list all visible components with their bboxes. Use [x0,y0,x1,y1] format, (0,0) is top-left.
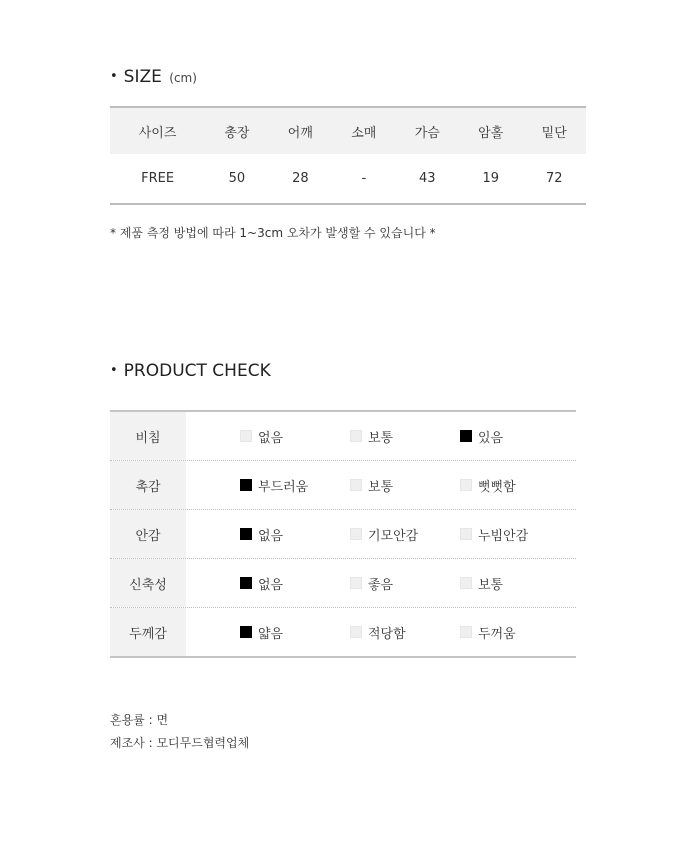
check-option-label: 적당함 [368,626,406,642]
size-note: * 제품 측정 방법에 따라 1~3cm 오차가 발생할 수 있습니다 * [110,226,436,240]
check-row-label: 비침 [110,412,186,460]
check-option [350,427,393,446]
check-option [240,427,283,446]
product-check-title-text: PRODUCT CHECK [123,361,271,381]
size-data-cell: 19 [482,171,499,186]
check-option [240,476,308,495]
bullet-icon: • [110,69,118,84]
checkbox-icon [240,479,252,491]
size-unit: (cm) [169,71,197,85]
check-option-label: 있음 [478,430,504,446]
size-header-cell: 사이즈 [138,125,177,141]
size-header-cell: 가슴 [414,125,440,141]
checkbox-icon [460,577,472,589]
product-check-table [110,410,576,658]
check-option-label: 누빔안감 [478,528,529,544]
check-option-label: 두꺼움 [478,626,516,642]
checkbox-icon [350,430,362,442]
check-option [350,476,393,495]
check-option [350,525,418,544]
check-option [240,623,283,642]
check-option-label: 없음 [258,577,284,593]
check-option [350,623,406,642]
checkbox-icon [460,528,472,540]
size-data-cell: 72 [545,171,563,186]
size-data-cell: - [361,171,367,186]
product-check-title [110,361,271,381]
size-title-text: SIZE [123,67,162,87]
size-header-cell: 밑단 [541,125,567,141]
size-header-row [110,107,586,154]
check-option-label: 부드러움 [258,479,309,495]
size-data-cell: 50 [228,171,246,186]
check-option-label: 보통 [478,577,504,593]
size-data-row [110,154,586,204]
manufacturer-info: 제조사 : 모디무드협력업체 [110,736,250,750]
check-row-see-through [110,412,576,461]
check-row-thickness [110,608,576,656]
size-header-cell: 어깨 [287,125,313,141]
size-data-cell: FREE [141,171,175,186]
checkbox-icon [240,626,252,638]
check-option-label: 없음 [258,430,284,446]
checkbox-icon [240,577,252,589]
check-row-texture [110,461,576,510]
check-option-label: 보통 [368,430,394,446]
check-option-label: 보통 [368,479,394,495]
material-info: 혼용률 : 면 [110,713,169,727]
check-option-label: 좋음 [368,577,394,593]
checkbox-icon [460,479,472,491]
check-row-lining [110,510,576,559]
check-option-label: 기모안감 [368,528,419,544]
check-option [460,623,516,642]
size-header-cell: 암홀 [478,125,504,141]
check-row-label: 안감 [110,510,186,558]
checkbox-icon [240,430,252,442]
check-option [240,574,283,593]
check-option [460,525,528,544]
checkbox-icon [460,626,472,638]
check-row-label: 신축성 [110,559,186,607]
check-row-label: 두께감 [110,608,186,656]
check-option [460,476,516,495]
check-option [350,574,393,593]
size-data-cell: 28 [292,171,309,186]
checkbox-icon [350,479,362,491]
checkbox-icon [350,577,362,589]
checkbox-icon [350,626,362,638]
bullet-icon: • [110,363,118,378]
check-row-label: 촉감 [110,461,186,509]
checkbox-icon [350,528,362,540]
checkbox-icon [460,430,472,442]
check-option-label: 뻣뻣함 [478,479,516,495]
size-data-cell: 43 [419,171,436,186]
check-option-label: 얇음 [258,626,284,642]
size-section-title [110,67,197,87]
check-option [460,427,503,446]
check-option [460,574,503,593]
checkbox-icon [240,528,252,540]
check-option-label: 없음 [258,528,284,544]
size-header-cell: 총장 [224,125,250,141]
check-option [240,525,283,544]
check-row-stretch [110,559,576,608]
size-table [110,106,586,205]
size-header-cell: 소매 [351,125,377,141]
